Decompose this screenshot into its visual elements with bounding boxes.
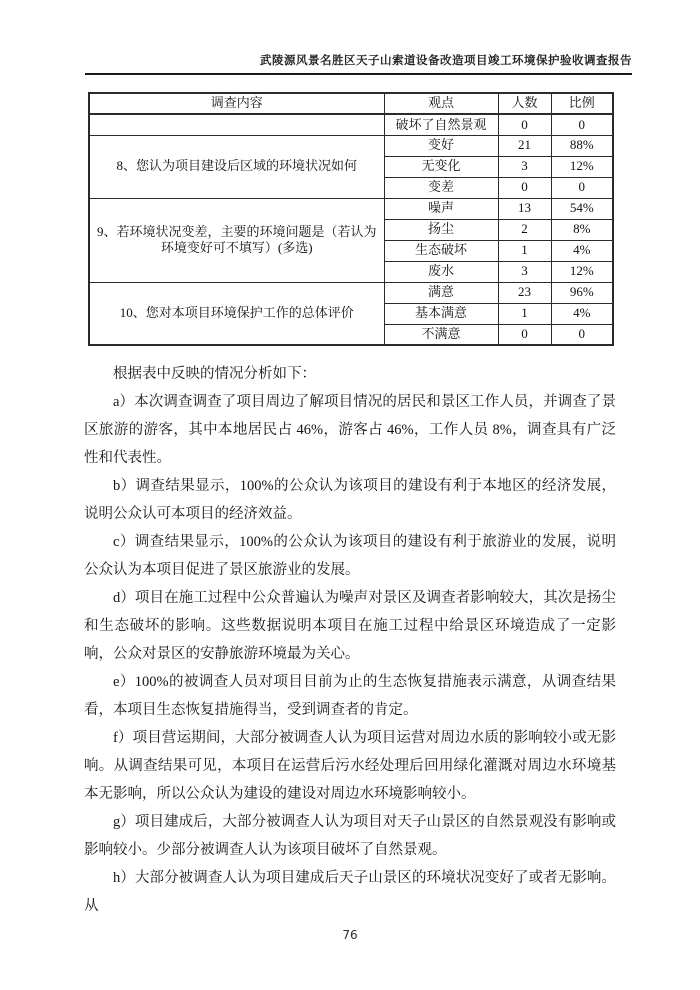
view-cell: 变差 <box>384 177 498 198</box>
ratio-cell: 4% <box>551 240 613 261</box>
column-header-question: 调查内容 <box>89 93 384 114</box>
count-cell: 0 <box>498 177 551 198</box>
ratio-cell: 12% <box>551 261 613 282</box>
table-row <box>89 135 613 156</box>
analysis-section <box>84 360 616 920</box>
ratio-cell: 54% <box>551 198 613 219</box>
question-cell-empty <box>89 114 384 135</box>
count-cell: 0 <box>498 114 551 135</box>
ratio-cell: 88% <box>551 135 613 156</box>
ratio-cell: 96% <box>551 282 613 303</box>
view-cell: 生态破坏 <box>384 240 498 261</box>
view-cell: 无变化 <box>384 156 498 177</box>
analysis-paragraph-c: c）调查结果显示，100%的公众认为该项目的建设有利于旅游业的发展，说明公众认为本项目促进了景区旅游业的发展。 <box>84 534 616 578</box>
question-cell-q8: 8、您认为项目建设后区域的环境状况如何 <box>89 135 384 198</box>
ratio-cell: 0 <box>551 177 613 198</box>
table-header-row <box>89 93 613 114</box>
count-cell: 23 <box>498 282 551 303</box>
analysis-paragraph-f: f）项目营运期间，大部分被调查人认为项目运营对周边水质的影响较小或无影响。从调查结果可见，本项目在运营后污水经处理后回用绿化灌溉对周边水环境基本无影响，所以公众认为建设的建设对周边水环境影响较小。 <box>84 730 616 802</box>
count-cell: 1 <box>498 240 551 261</box>
table-row <box>89 282 613 303</box>
count-cell: 3 <box>498 156 551 177</box>
view-cell: 噪声 <box>384 198 498 219</box>
analysis-paragraph-g: g）项目建成后，大部分被调查人认为项目对天子山景区的自然景观没有影响或影响较小。少部分被调查人认为该项目破坏了自然景观。 <box>84 814 616 858</box>
ratio-cell: 4% <box>551 303 613 324</box>
table-row <box>89 114 613 135</box>
table-row <box>89 198 613 219</box>
question-cell-q10: 10、您对本项目环境保护工作的总体评价 <box>89 282 384 345</box>
count-cell: 21 <box>498 135 551 156</box>
count-cell: 1 <box>498 303 551 324</box>
analysis-intro: 根据表中反映的情况分析如下： <box>113 366 316 382</box>
page-header-title: 武陵源风景名胜区天子山索道设备改造项目竣工环境保护验收调查报告 <box>85 52 632 75</box>
analysis-paragraph-d: d）项目在施工过程中公众普遍认为噪声对景区及调查者影响较大，其次是扬尘和生态破坏的影响。这些数据说明本项目在施工过程中给景区环境造成了一定影响，公众对景区的安静旅游环境最为关心。 <box>84 590 616 662</box>
view-cell: 不满意 <box>384 324 498 345</box>
column-header-count: 人数 <box>498 93 551 114</box>
count-cell: 13 <box>498 198 551 219</box>
column-header-view: 观点 <box>384 93 498 114</box>
page-number: 76 <box>342 928 358 942</box>
view-cell: 基本满意 <box>384 303 498 324</box>
column-header-ratio: 比例 <box>551 93 613 114</box>
count-cell: 2 <box>498 219 551 240</box>
ratio-cell: 0 <box>551 324 613 345</box>
view-cell: 变好 <box>384 135 498 156</box>
question-cell-q9: 9、若环境状况变差，主要的环境问题是（若认为环境变好可不填写）(多选) <box>89 198 384 282</box>
ratio-cell: 0 <box>551 114 613 135</box>
view-cell: 破坏了自然景观 <box>384 114 498 135</box>
view-cell: 扬尘 <box>384 219 498 240</box>
survey-results-table <box>88 92 614 346</box>
analysis-paragraph-e: e）100%的被调查人员对项目目前为止的生态恢复措施表示满意，从调查结果看，本项目生态恢复措施得当，受到调查者的肯定。 <box>84 674 616 718</box>
count-cell: 3 <box>498 261 551 282</box>
view-cell: 废水 <box>384 261 498 282</box>
view-cell: 满意 <box>384 282 498 303</box>
analysis-paragraph-b: b）调查结果显示，100%的公众认为该项目的建设有利于本地区的经济发展，说明公众认可本项目的经济效益。 <box>84 478 616 522</box>
ratio-cell: 8% <box>551 219 613 240</box>
count-cell: 0 <box>498 324 551 345</box>
ratio-cell: 12% <box>551 156 613 177</box>
analysis-paragraph-h: h）大部分被调查人认为项目建成后天子山景区的环境状况变好了或者无影响。从 <box>84 870 616 914</box>
analysis-paragraph-a: a）本次调查调查了项目周边了解项目情况的居民和景区工作人员，并调查了景区旅游的游客，其中本地居民占 46%，游客占 46%，工作人员 8%，调查具有广泛性和代表性。 <box>84 394 616 466</box>
